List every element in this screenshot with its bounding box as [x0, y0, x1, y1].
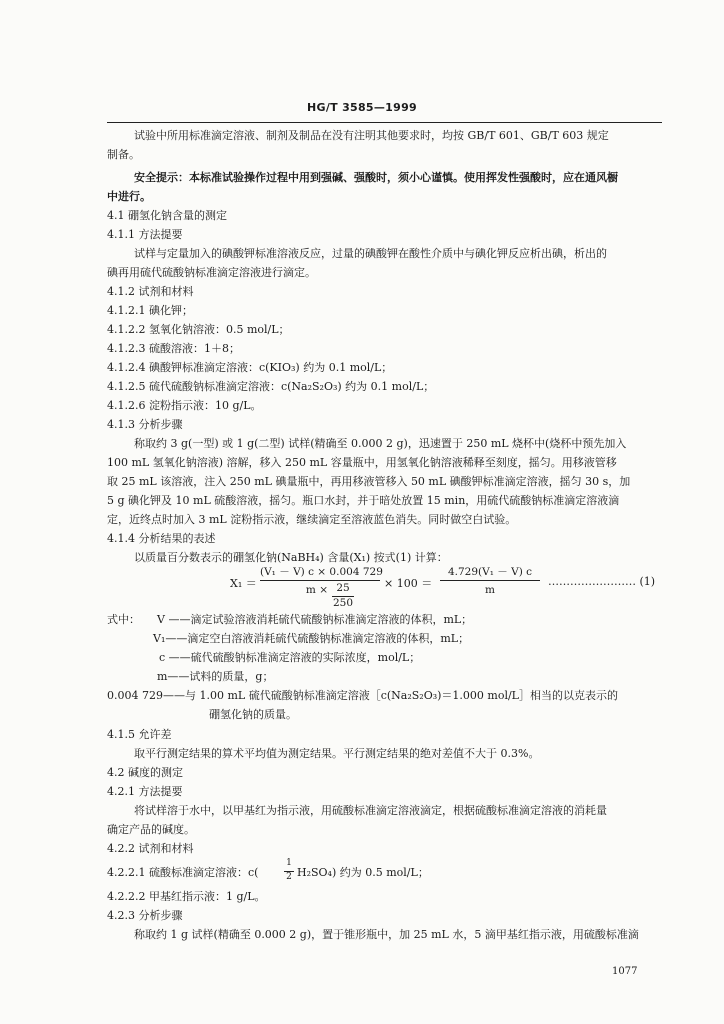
where-k-line2: 硼氢化钠的质量。 — [209, 708, 297, 721]
heading-4-2-2: 4.2.2 试剂和材料 — [107, 842, 194, 855]
formula-denominator-m: m × — [305, 584, 328, 596]
where-k-line1: 0.004 729——与 1.00 mL 硫代硫酸钠标准滴定溶液［c(Na₂S₂O₃)＝1.000 mol/L］相当的以克表示的 — [107, 689, 618, 702]
para-4-2-3-line1: 称取约 1 g 试样(精确至 0.000 2 g)，置于锥形瓶中，加 25 mL 水，5 滴甲基红指示液，用硫酸标准滴 — [134, 928, 639, 941]
para-4-2-1-line1: 将试样溶于水中，以甲基红为指示液，用硫酸标准滴定溶液滴定，根据硫酸标准滴定溶液的消耗量 — [134, 804, 607, 817]
where-label: 式中： — [107, 613, 140, 626]
para-4-1-4-line1: 以质量百分数表示的硼氢化钠(NaBH₄) 含量(X₁) 按式(1) 计算： — [134, 551, 448, 564]
item-4-1-2-6: 4.1.2.6 淀粉指示液：10 g/L。 — [107, 399, 262, 412]
formula-denominator-2: m — [485, 584, 495, 596]
header-rule — [107, 122, 662, 123]
where-v: V ——滴定试验溶液消耗硫代硫酸钠标准滴定溶液的体积，mL； — [157, 613, 473, 626]
heading-4-2-3: 4.2.3 分析步骤 — [107, 909, 183, 922]
para-4-1-3-line1: 称取约 3 g(一型) 或 1 g(二型) 试样(精确至 0.000 2 g)，迅速置于 250 mL 烧杯中(烧杯中预先加入 — [134, 437, 627, 450]
safety-note-line2: 中进行。 — [107, 190, 151, 203]
para-4-2-1-line2: 确定产品的碱度。 — [107, 823, 195, 836]
page-header: HG/T 3585—1999 — [306, 101, 418, 114]
safety-note-line1: 安全提示：本标准试验操作过程中用到强碱、强酸时，须小心谨慎。使用挥发性强酸时，应在通风橱 — [134, 171, 618, 184]
para-4-1-3-line5: 定，近终点时加入 3 mL 淀粉指示液，继续滴定至溶液蓝色消失。同时做空白试验。 — [107, 513, 517, 526]
para-4-1-1-line2: 碘再用硫代硫酸钠标准滴定溶液进行滴定。 — [107, 266, 316, 279]
item-4-1-2-3: 4.1.2.3 硫酸溶液：1＋8； — [107, 342, 240, 355]
para-4-1-5-line1: 取平行测定结果的算术平均值为测定结果。平行测定结果的绝对差值不大于 0.3%。 — [134, 747, 540, 760]
page-number: 1077 — [612, 966, 638, 977]
where-c: c ——硫代硫酸钠标准滴定溶液的实际浓度，mol/L； — [159, 651, 421, 664]
para-4-1-3-line2: 100 mL 氢氧化钠溶液) 溶解，移入 250 mL 容量瓶中，用氢氧化钠溶液稀释至刻度，摇匀。用移液管移 — [107, 456, 617, 469]
formula-denominator-25: 25 — [336, 582, 350, 594]
item-4-1-2-2: 4.1.2.2 氢氧化钠溶液：0.5 mol/L； — [107, 323, 290, 336]
formula-fraction-bar-2 — [440, 580, 540, 581]
formula-equation-number: …………………… (1) — [548, 575, 656, 588]
para-intro-line1: 试验中所用标准滴定溶液、制剂及制品在没有注明其他要求时，均按 GB/T 601、GB/T 603 规定 — [134, 129, 609, 142]
formula-numerator-2: 4.729(V₁ － V) c — [447, 566, 533, 578]
heading-4-2: 4.2 碱度的测定 — [107, 766, 183, 779]
para-4-1-3-line4: 5 g 碘化钾及 10 mL 硫酸溶液，摇匀。瓶口水封，并于暗处放置 15 min，用硫代硫酸钠标准滴定溶液滴 — [107, 494, 620, 507]
formula-times-100: × 100 ＝ — [384, 577, 433, 590]
heading-4-1-1: 4.1.1 方法提要 — [107, 228, 183, 241]
para-4-1-1-line1: 试样与定量加入的碘酸钾标准溶液反应，过量的碘酸钾在酸性介质中与碘化钾反应析出碘，析出的 — [134, 247, 607, 260]
item-4-2-2-2: 4.2.2.2 甲基红指示液：1 g/L。 — [107, 890, 266, 903]
where-v1: V₁——滴定空白溶液消耗硫代硫酸钠标准滴定溶液的体积，mL； — [153, 632, 470, 645]
formula-denominator-250: 250 — [332, 597, 354, 609]
formula-lhs: X₁ ＝ — [230, 577, 257, 590]
formula-numerator: (V₁ － V) c × 0.004 729 — [260, 566, 383, 578]
item-4-2-2-1-prefix: 4.2.2.1 硫酸标准滴定溶液：c( — [107, 866, 259, 879]
item-4-2-2-1-fraction-numerator: 1 — [286, 858, 292, 868]
heading-4-1-3: 4.1.3 分析步骤 — [107, 418, 183, 431]
heading-4-1-4: 4.1.4 分析结果的表述 — [107, 532, 216, 545]
para-intro-line2: 制备。 — [107, 148, 140, 161]
item-4-1-2-1: 4.1.2.1 碘化钾； — [107, 304, 193, 317]
formula-fraction-bar — [260, 580, 380, 581]
item-4-1-2-5: 4.1.2.5 硫代硫酸钠标准滴定溶液：c(Na₂S₂O₃) 约为 0.1 mol/L； — [107, 380, 435, 393]
para-4-1-3-line3: 取 25 mL 该溶液，注入 250 mL 碘量瓶中，再用移液管移入 50 mL 碘酸钾标准滴定溶液，摇匀 30 s，加 — [107, 475, 631, 488]
item-4-1-2-4: 4.1.2.4 碘酸钾标准滴定溶液：c(KIO₃) 约为 0.1 mol/L； — [107, 361, 393, 374]
item-4-2-2-1-fraction-denominator: 2 — [286, 872, 292, 882]
item-4-2-2-1-suffix: H₂SO₄) 约为 0.5 mol/L； — [297, 866, 429, 879]
heading-4-2-1: 4.2.1 方法提要 — [107, 785, 183, 798]
where-m: m——试料的质量，g； — [157, 670, 274, 683]
heading-4-1: 4.1 硼氢化钠含量的测定 — [107, 209, 227, 222]
heading-4-1-5: 4.1.5 允许差 — [107, 728, 172, 741]
heading-4-1-2: 4.1.2 试剂和材料 — [107, 285, 194, 298]
